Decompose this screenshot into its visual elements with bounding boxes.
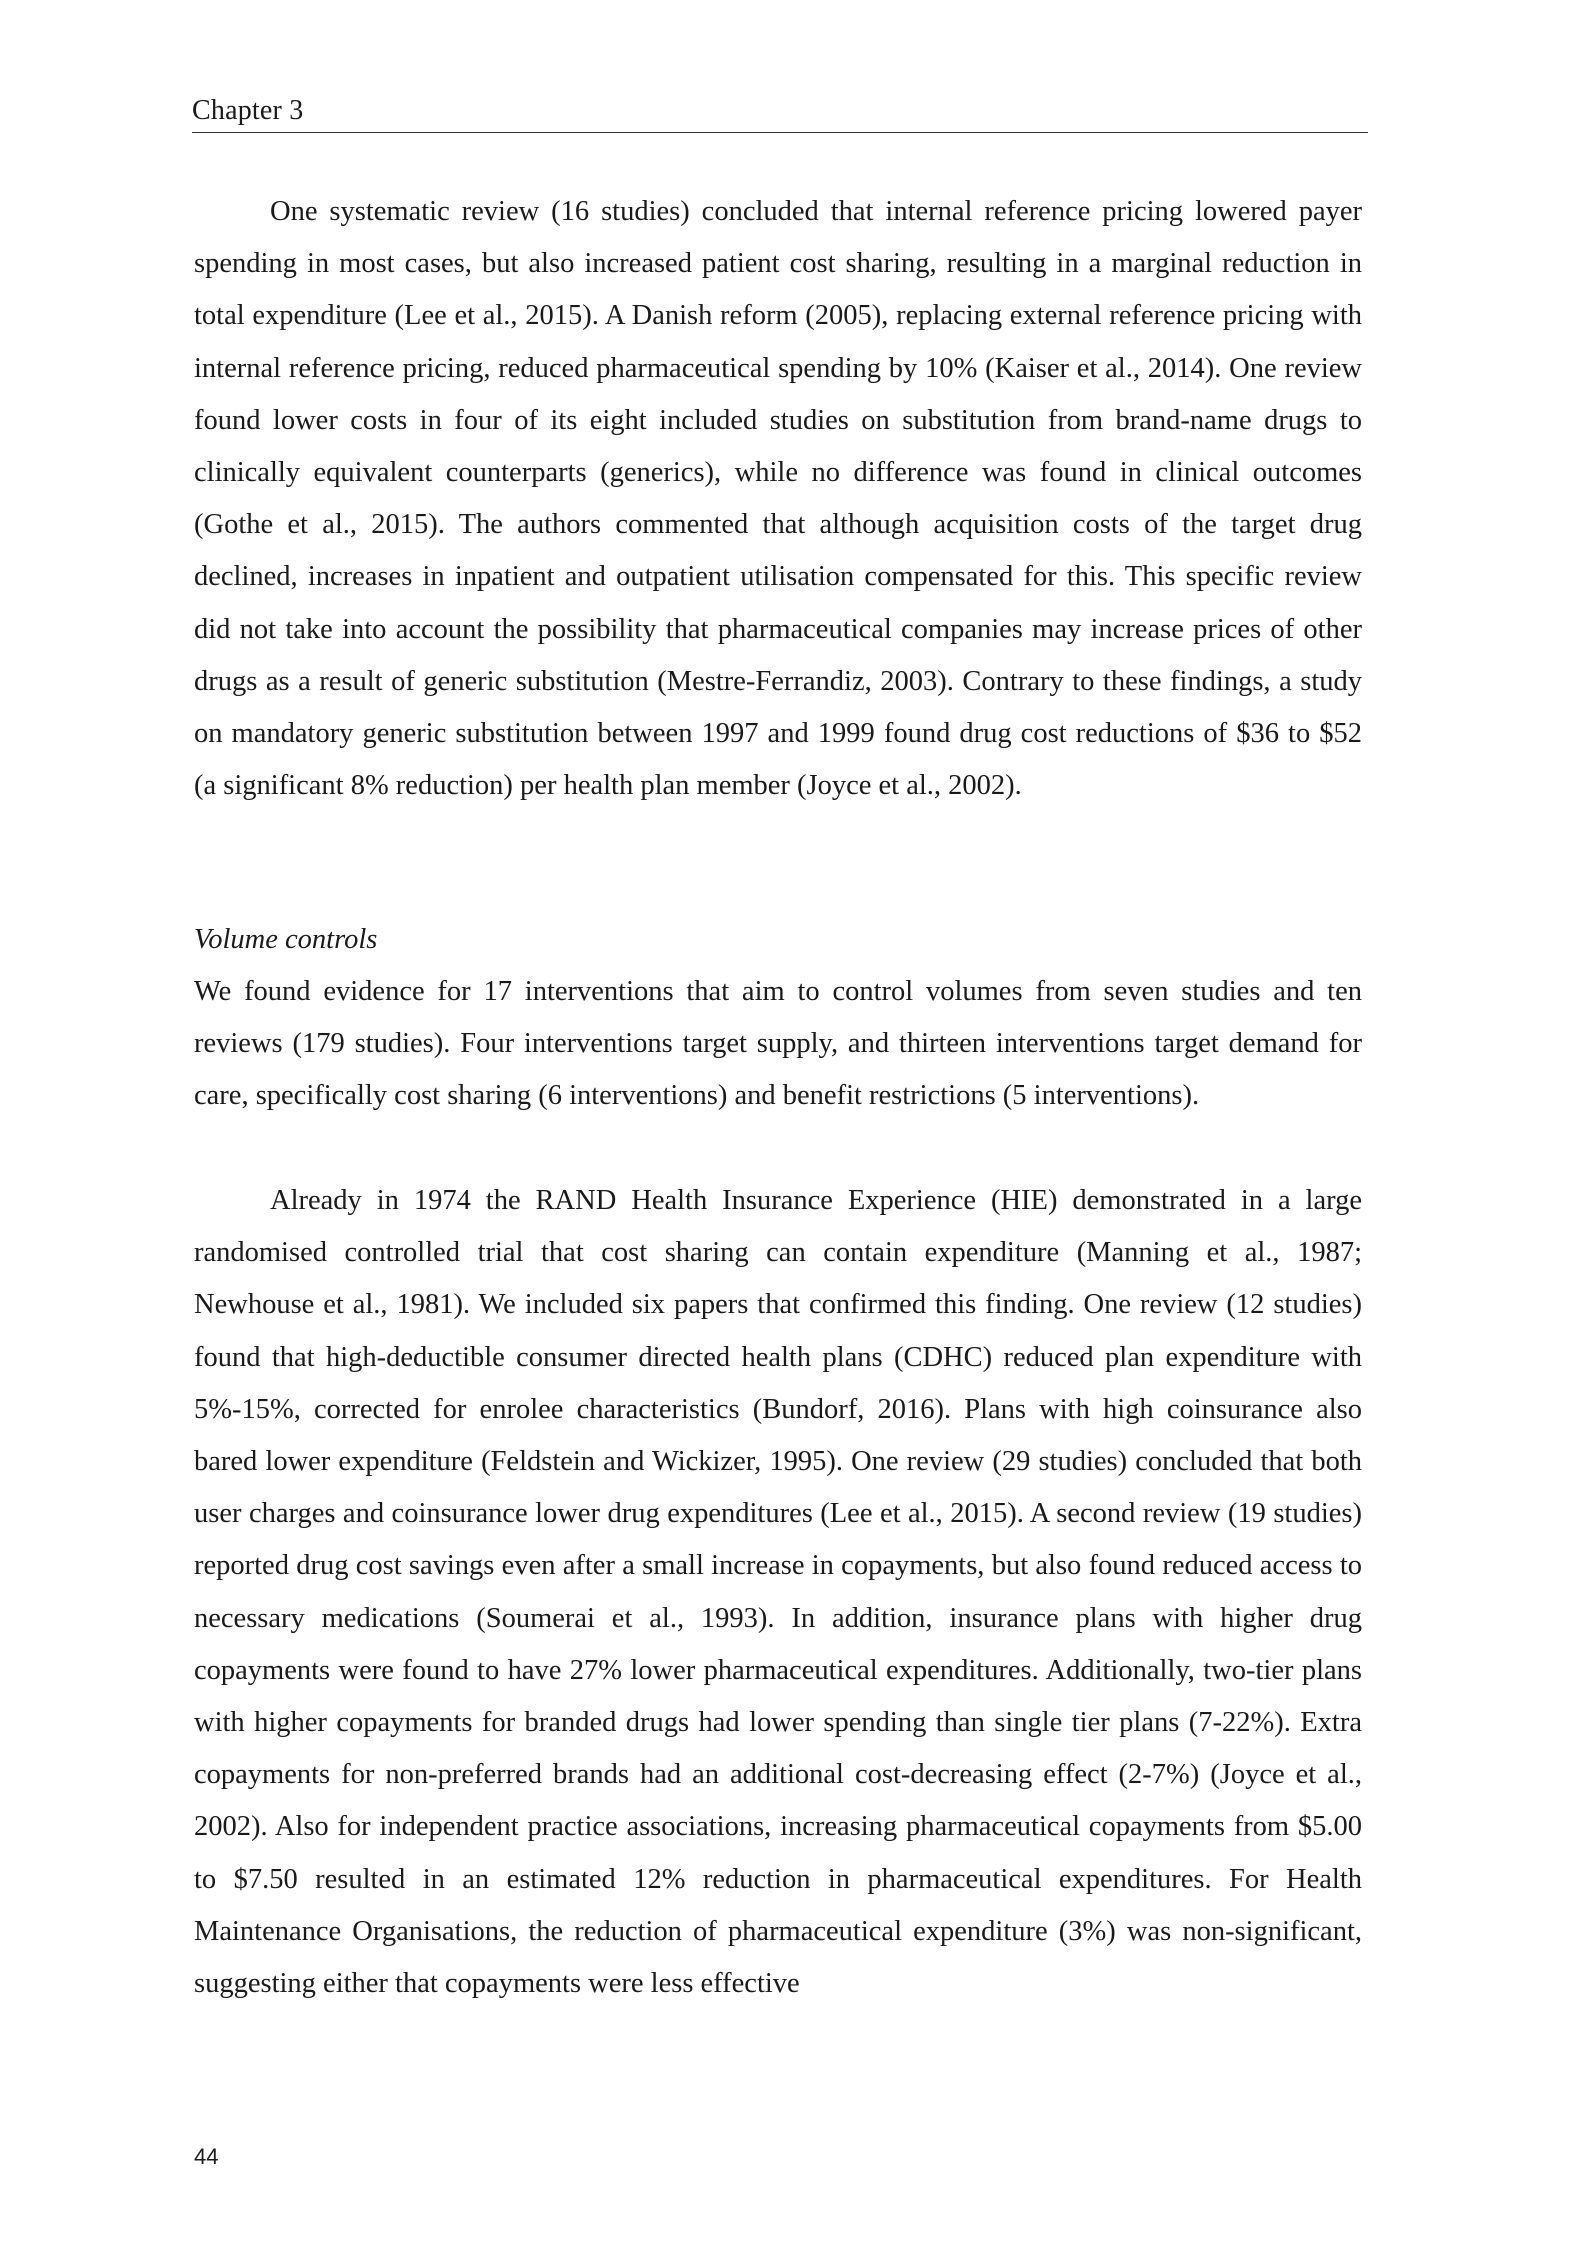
body-paragraph: We found evidence for 17 interventions that aim to control volumes from seven studies and ten reviews (179 studies). Four interventions target supply, and thirteen interventions target demand for care, specifically cost sharing (6 interventions) and benefit restrictions (5 interventions). [194, 976, 1362, 1112]
page-number: 44 [194, 2144, 219, 2169]
chapter-label: Chapter 3 [192, 95, 304, 126]
body-paragraph: One systematic review (16 studies) concluded that internal reference pricing lowered payer spending in most cases, but also increased patient cost sharing, resulting in a marginal reduction in total expenditure (Lee et al., 2015). A Danish reform (2005), replacing external reference pricing with internal reference pricing, reduced pharmaceutical spending by 10% (Kaiser et al., 2014). One review found lower costs in four of its eight included studies on substitution from brand-name drugs to clinically equivalent counterparts (generics), while no difference was found in clinical outcomes (Gothe et al., 2015). The authors commented that although acquisition costs of the target drug declined, increases in inpatient and outpatient utilisation compensated for this. This specific review did not take into account the possibility that pharmaceutical companies may increase prices of other drugs as a result of generic substitution (Mestre-Ferrandiz, 2003). Contrary to these findings, a study on mandatory generic substitution between 1997 and 1999 found drug cost reductions of $36 to $52 (a significant 8% reduction) per health plan member (Joyce et al., 2002). [194, 196, 1362, 802]
section-heading: Volume controls [194, 924, 378, 955]
running-header [192, 94, 1368, 133]
body-paragraph: Already in 1974 the RAND Health Insurance Experience (HIE) demonstrated in a large randomised controlled trial that cost sharing can contain expenditure (Manning et al., 1987; Newhouse et al., 1981). We included six papers that confirmed this finding. One review (12 studies) found that high-deductible consumer directed health plans (CDHC) reduced plan expenditure with 5%-15%, corrected for enrolee characteristics (Bundorf, 2016). Plans with high coinsurance also bared lower expenditure (Feldstein and Wickizer, 1995). One review (29 studies) concluded that both user charges and coinsurance lower drug expenditures (Lee et al., 2015). A second review (19 studies) reported drug cost savings even after a small increase in copayments, but also found reduced access to necessary medications (Soumerai et al., 1993). In addition, insurance plans with higher drug copayments were found to have 27% lower pharmaceutical expenditures. Additionally, two-tier plans with higher copayments for branded drugs had lower spending than single tier plans (7-22%). Extra copayments for non-preferred brands had an additional cost-decreasing effect (2-7%) (Joyce et al., 2002). Also for independent practice associations, increasing pharmaceutical copayments from $5.00 to $7.50 resulted in an estimated 12% reduction in pharmaceutical expenditures. For Health Maintenance Organisations, the reduction of pharmaceutical expenditure (3%) was non-significant, suggesting either that copayments were less effective [194, 1185, 1362, 2000]
